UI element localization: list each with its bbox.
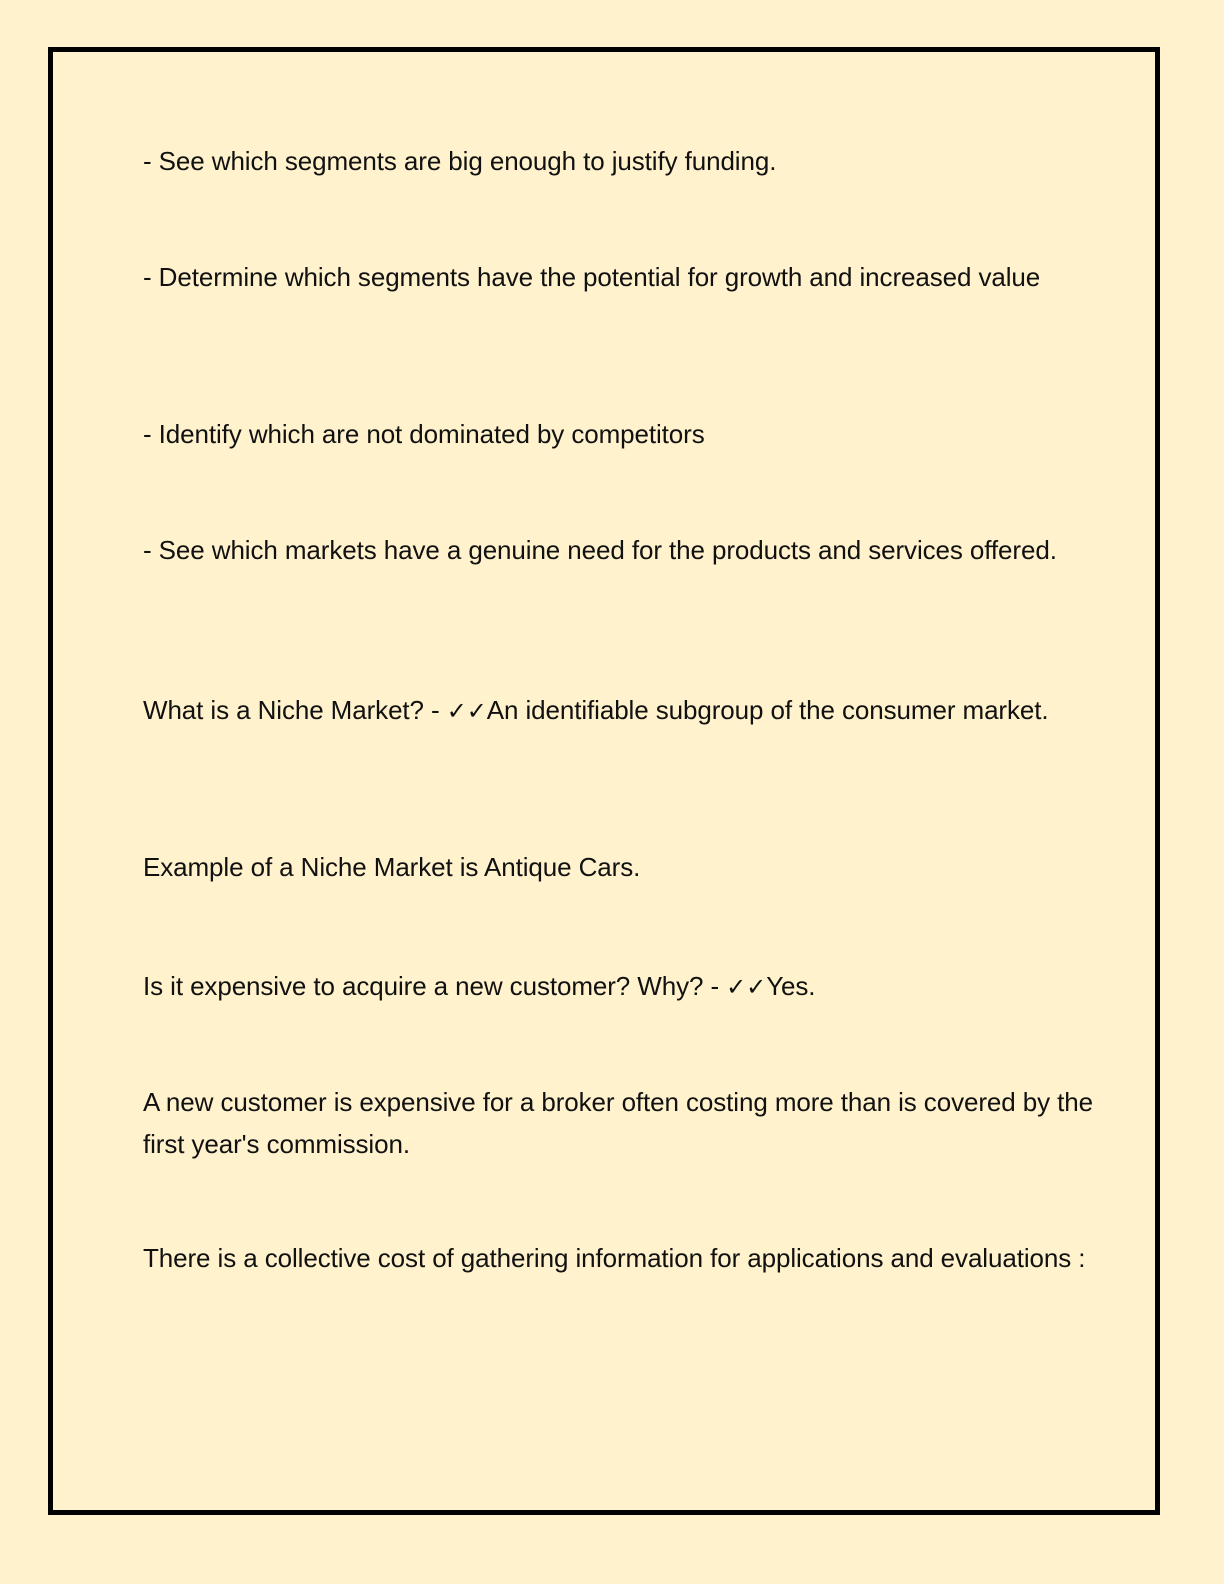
new-customer-cost-text: A new customer is expensive for a broker often costing more than is covered by the first year's commission.: [143, 1087, 1093, 1159]
answer-text: Yes.: [766, 971, 816, 1001]
bullet-competitors: - Identify which are not dominated by competitors: [143, 419, 705, 449]
question-text: Is it expensive to acquire a new customer? Why? -: [143, 971, 727, 1001]
bullet-markets-need: - See which markets have a genuine need for the products and services offered.: [143, 535, 1057, 565]
bullet-segments-size: - See which segments are big enough to justify funding.: [143, 146, 777, 176]
customer-cost-question: [143, 965, 1103, 1008]
niche-market-question: [143, 689, 1103, 732]
check-icon: ✓✓: [726, 973, 767, 1001]
check-icon: ✓✓: [446, 697, 487, 725]
question-text: What is a Niche Market? -: [143, 695, 447, 725]
niche-market-example: Example of a Niche Market is Antique Cars.: [143, 852, 641, 882]
collective-cost-text: There is a collective cost of gathering information for applications and evaluations :: [143, 1243, 1086, 1273]
bullet-segments-growth: - Determine which segments have the potential for growth and increased value: [143, 262, 1041, 292]
answer-text: An identifiable subgroup of the consumer market.: [486, 695, 1049, 725]
